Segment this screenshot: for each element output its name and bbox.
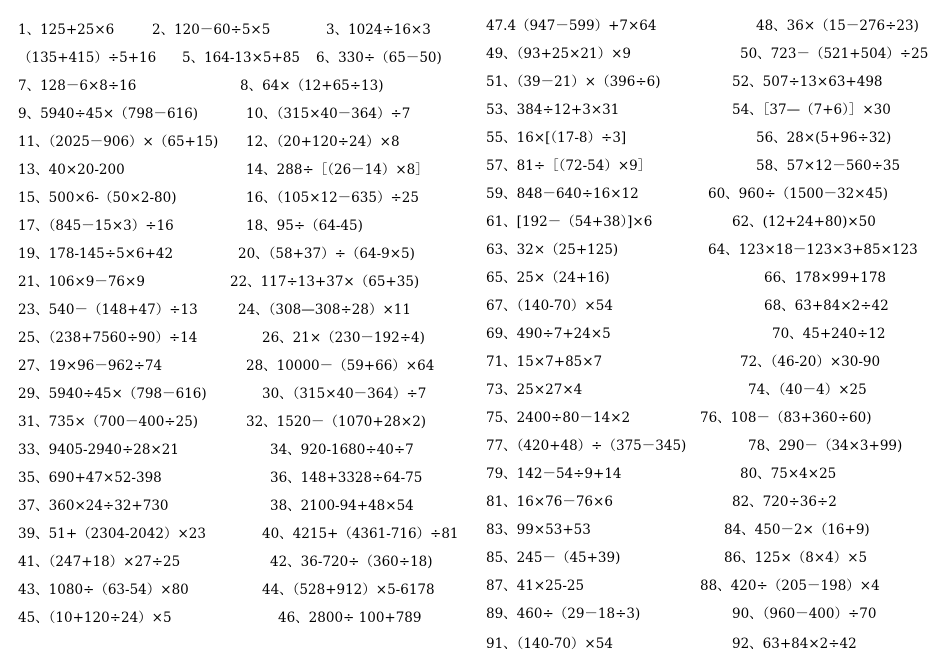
math-problem: 37、360×24÷32+730 bbox=[18, 498, 169, 514]
math-problem: 31、735×（700－400÷25) bbox=[18, 414, 199, 430]
math-problem: 47.4（947－599）+7×64 bbox=[486, 18, 657, 34]
math-problem: 86、125×（8×4）×5 bbox=[724, 550, 868, 566]
math-problem: 30、（315×40－364）÷7 bbox=[262, 386, 427, 402]
math-problem: 51、（39－21）×（396÷6) bbox=[486, 74, 661, 90]
math-problem: 71、15×7+85×7 bbox=[486, 354, 603, 370]
math-problem: 19、178-145÷5×6+42 bbox=[18, 246, 174, 262]
math-problem: 2、120－60÷5×5 bbox=[152, 22, 271, 38]
math-problem: 81、16×76－76×6 bbox=[486, 494, 613, 510]
math-problem: 10、（315×40－364）÷7 bbox=[246, 106, 411, 122]
math-problem: 74、（40－4）×25 bbox=[748, 382, 867, 398]
math-problem: 42、36-720÷（360÷18) bbox=[270, 554, 433, 570]
math-problem: 26、21×（230－192÷4) bbox=[262, 330, 425, 346]
math-problem: 70、45+240÷12 bbox=[772, 326, 886, 342]
math-problem: 6、330÷（65－50) bbox=[316, 50, 442, 66]
math-problem: 43、1080÷（63-54）×80 bbox=[18, 582, 189, 598]
math-problem: 62、(12+24+80)×50 bbox=[732, 214, 876, 230]
math-problem: 61、[192－（54+38）]×6 bbox=[486, 214, 653, 230]
math-problem: 57、81÷［（72-54）×9］ bbox=[486, 158, 652, 174]
math-problem: 84、450－2×（16+9) bbox=[724, 522, 870, 538]
math-problem: 82、720÷36÷2 bbox=[732, 494, 837, 510]
math-problem: 39、51+（2304-2042）×23 bbox=[18, 526, 206, 542]
math-problem: 45、（10+120÷24）×5 bbox=[18, 610, 172, 626]
math-problem: 73、25×27×4 bbox=[486, 382, 583, 398]
math-problem: 38、2100-94+48×54 bbox=[270, 498, 414, 514]
math-problem: 58、57×12－560÷35 bbox=[756, 158, 901, 174]
math-problem: 83、99×53+53 bbox=[486, 522, 591, 538]
math-problem: 79、142－54÷9+14 bbox=[486, 466, 622, 482]
math-problem: 32、1520－（1070+28×2) bbox=[246, 414, 427, 430]
math-problem: 29、5940÷45×（798－616) bbox=[18, 386, 207, 402]
math-problem: 54、［37—（7+6）］×30 bbox=[732, 102, 891, 118]
math-problem: 78、290－（34×3+99) bbox=[748, 438, 903, 454]
math-problem: 9、5940÷45×（798－616) bbox=[18, 106, 199, 122]
math-problem: （135+415）÷5+16 bbox=[18, 50, 157, 66]
math-problem: 72、（46-20）×30-90 bbox=[740, 354, 881, 370]
math-problem: 50、723－（521+504）÷25 bbox=[740, 46, 929, 62]
math-problem: 87、41×25-25 bbox=[486, 578, 585, 594]
math-problem: 14、288÷［（26－14）×8］ bbox=[246, 162, 429, 178]
math-problem: 25、（238+7560÷90）÷14 bbox=[18, 330, 198, 346]
math-problem: 92、63+84×2÷42 bbox=[732, 636, 857, 652]
math-problem: 11、（2025－906）×（65+15) bbox=[18, 134, 219, 150]
math-problem: 85、245－（45+39) bbox=[486, 550, 621, 566]
math-problem: 3、1024÷16×3 bbox=[326, 22, 431, 38]
math-problem: 55、16×[（17-8）÷3] bbox=[486, 130, 627, 146]
math-problem: 53、384÷12+3×31 bbox=[486, 102, 620, 118]
math-problem: 27、19×96－962÷74 bbox=[18, 358, 163, 374]
math-problem: 12、（20+120÷24）×8 bbox=[246, 134, 400, 150]
math-problem: 76、108－（83+360÷60) bbox=[700, 410, 872, 426]
math-problem: 46、2800÷ 100+789 bbox=[278, 610, 422, 626]
math-problem: 63、32×（25+125) bbox=[486, 242, 619, 258]
math-problem: 90、（960－400）÷70 bbox=[732, 606, 877, 622]
math-problem: 56、28×(5+96÷32) bbox=[756, 130, 892, 146]
math-problem: 68、63+84×2÷42 bbox=[764, 298, 889, 314]
math-problem: 28、10000－（59+66）×64 bbox=[246, 358, 435, 374]
math-problem: 21、106×9－76×9 bbox=[18, 274, 145, 290]
math-problem: 41、（247+18）×27÷25 bbox=[18, 554, 181, 570]
math-problem: 69、490÷7+24×5 bbox=[486, 326, 611, 342]
math-problem: 17、（845－15×3）÷16 bbox=[18, 218, 174, 234]
math-problem: 34、920-1680÷40÷7 bbox=[270, 442, 414, 458]
math-problem: 89、460÷（29－18÷3) bbox=[486, 606, 641, 622]
math-problem: 5、164-13×5+85 bbox=[182, 50, 300, 66]
math-problem: 24、（308—308÷28）×11 bbox=[238, 302, 411, 318]
math-problem: 75、2400÷80－14×2 bbox=[486, 410, 631, 426]
math-problem: 59、848－640÷16×12 bbox=[486, 186, 639, 202]
math-problem: 49、（93+25×21）×9 bbox=[486, 46, 631, 62]
math-problem: 91、（140-70）×54 bbox=[486, 636, 613, 652]
math-problem: 33、9405-2940÷28×21 bbox=[18, 442, 179, 458]
math-problem: 8、64×（12+65÷13) bbox=[240, 78, 384, 94]
math-problem: 48、36×（15－276÷23) bbox=[756, 18, 919, 34]
math-problem: 52、507÷13×63+498 bbox=[732, 74, 883, 90]
math-problem: 35、690+47×52-398 bbox=[18, 470, 162, 486]
math-problem: 1、125+25×6 bbox=[18, 22, 115, 38]
math-problem: 36、148+3328÷64-75 bbox=[270, 470, 423, 486]
math-problem: 66、178×99+178 bbox=[764, 270, 887, 286]
math-problem: 88、420÷（205－198）×4 bbox=[700, 578, 880, 594]
math-problem: 22、117÷13+37×（65+35) bbox=[230, 274, 420, 290]
math-problem: 18、95÷（64-45) bbox=[246, 218, 363, 234]
math-problem: 64、123×18－123×3+85×123 bbox=[708, 242, 918, 258]
math-problem: 67、（140-70）×54 bbox=[486, 298, 613, 314]
math-problem: 15、500×6-（50×2-80) bbox=[18, 190, 177, 206]
math-problem: 16、（105×12－635）÷25 bbox=[246, 190, 419, 206]
math-problem: 65、25×（24+16) bbox=[486, 270, 610, 286]
math-problem: 7、128－6×8÷16 bbox=[18, 78, 137, 94]
math-problem: 60、960÷（1500－32×45) bbox=[708, 186, 889, 202]
math-problem: 44、（528+912）×5-6178 bbox=[262, 582, 435, 598]
math-problem: 80、75×4×25 bbox=[740, 466, 837, 482]
math-problem: 20、（58+37）÷（64-9×5) bbox=[238, 246, 415, 262]
math-problem: 40、4215+（4361-716）÷81 bbox=[262, 526, 459, 542]
math-problem: 77、（420+48）÷（375－345) bbox=[486, 438, 687, 454]
math-problem: 13、40×20-200 bbox=[18, 162, 125, 178]
math-problem: 23、540－（148+47）÷13 bbox=[18, 302, 198, 318]
